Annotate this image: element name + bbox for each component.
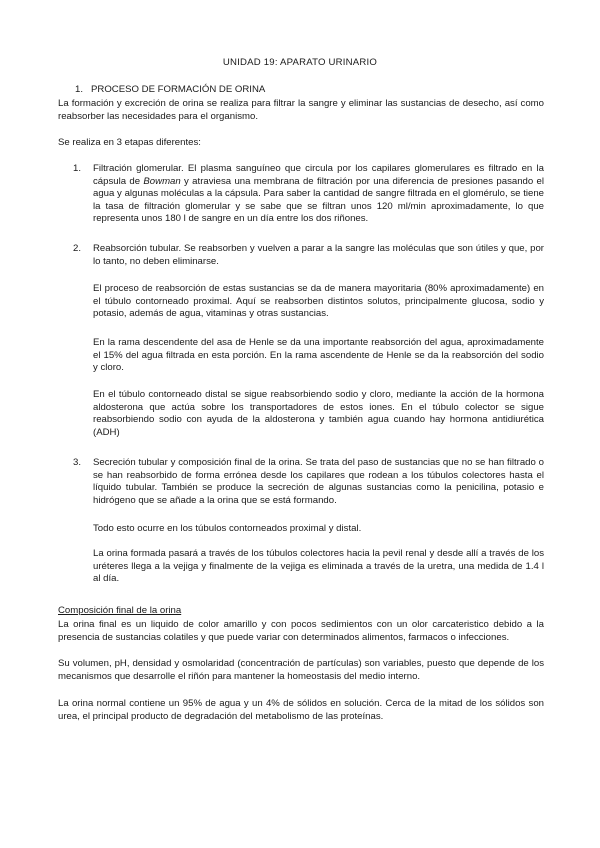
final-paragraph: Su volumen, pH, densidad y osmolaridad (concentración de partículas) son variables, puesto que depende de los mecanismos que desarrolle el riñón para mantener la homeostasis del medio interno.	[58, 658, 544, 682]
text-part: Filtración glomerular. El plasma sanguíneo que circula por los capilares glomerulares es filtrado en la cápsula de	[93, 163, 544, 187]
final-paragraph: La orina normal contiene un 95% de agua y un 4% de sólidos en solución. Cerca de la mitad de los sólidos son urea, el principal producto de degradación del metabolismo de las proteínas.	[58, 698, 544, 722]
sub-paragraph: En la rama descendente del asa de Henle se da una importante reabsorción del agua, aproximadamente el 15% del agua filtrada en esta porción. En la rama ascendente de Henle se da la reabsorción del sodio y cloro.	[93, 337, 544, 374]
emphasis-text: Bowman	[143, 175, 181, 187]
list-item-text: Secreción tubular y composición final de la orina. Se trata del paso de sustancias que no se han filtrado o se han reabsorbido de forma errónea desde los capilares que rodean a los túbulos colectores hasta el líquido tubular. También se produce la secreción de algunas sustancias como la penicilina, potasio e hidrógeno que se añade a la orina que se está formando.	[93, 457, 544, 506]
list-number: 2.	[73, 243, 82, 254]
intro-paragraph: La formación y excreción de orina se realiza para filtrar la sangre y eliminar las sustancias de desecho, así como reabsorber las necesidades para el organismo.	[58, 98, 544, 122]
list-item-text: Reabsorción tubular. Se reabsorben y vuelven a parar a la sangre las moléculas que son útiles y que, por lo tanto, no deben eliminarse.	[93, 243, 544, 267]
section-title: Composición final de la orina	[58, 605, 182, 616]
sub-paragraph: El proceso de reabsorción de estas sustancias se da de manera mayoritaria (80% aproximadamente) en el túbulo contorneado proximal. Aquí se reabsorben distintos solutos, principalmente glucosa, sodio y potasio, además de agua, vitaminas y otras sustancias.	[93, 283, 544, 320]
final-paragraph: La orina final es un liquido de color amarillo y con pocos sedimientos con un olor carcateristico debido a la presencia de sustancias colatiles y que puede variar con determinados alimentos, farmacos o infecciones.	[58, 619, 544, 643]
text-part: y atraviesa una membrana de filtración por una diferencia de presiones pasando el agua y algunas moléculas a la cápsula. Para saber la cantidad de sangre filtrada en el glomérulo, se tiene la tasa de filtración glomerular y se sabe que se filtran unos 120 ml/min aproximadamente, lo que representa unos 180 l de sangre en un día entre los dos riñones.	[93, 175, 544, 225]
list-item-text	[93, 163, 544, 226]
sub-paragraph: En el túbulo contorneado distal se sigue reabsorbiendo sodio y cloro, mediante la acción de la hormona aldosterona que actúa sobre los transportadores de estos iones. En el túbulo colector se sigue reabsorbiendo sodio con ayuda de la aldosterona y también agua cuando hay hormona antidiurética (ADH)	[93, 389, 544, 438]
sub-paragraph: La orina formada pasará a través de los túbulos colectores hacia la pevil renal y desde allí a través de los uréteres llega a la vejiga y finalmente de la vejiga es eliminada a través de la uretra, una medida de 1.4 l al día.	[93, 548, 544, 585]
list-number: 1.	[73, 163, 82, 174]
document-title: UNIDAD 19: APARATO URINARIO	[222, 57, 378, 68]
list-number: 3.	[73, 457, 82, 468]
heading-text: PROCESO DE FORMACIÓN DE ORINA	[91, 84, 266, 95]
stages-intro: Se realiza en 3 etapas diferentes:	[58, 137, 201, 148]
heading-number: 1.	[75, 84, 84, 95]
sub-paragraph: Todo esto ocurre en los túbulos contorneados proximal y distal.	[93, 523, 362, 534]
section-heading-1	[75, 84, 265, 95]
